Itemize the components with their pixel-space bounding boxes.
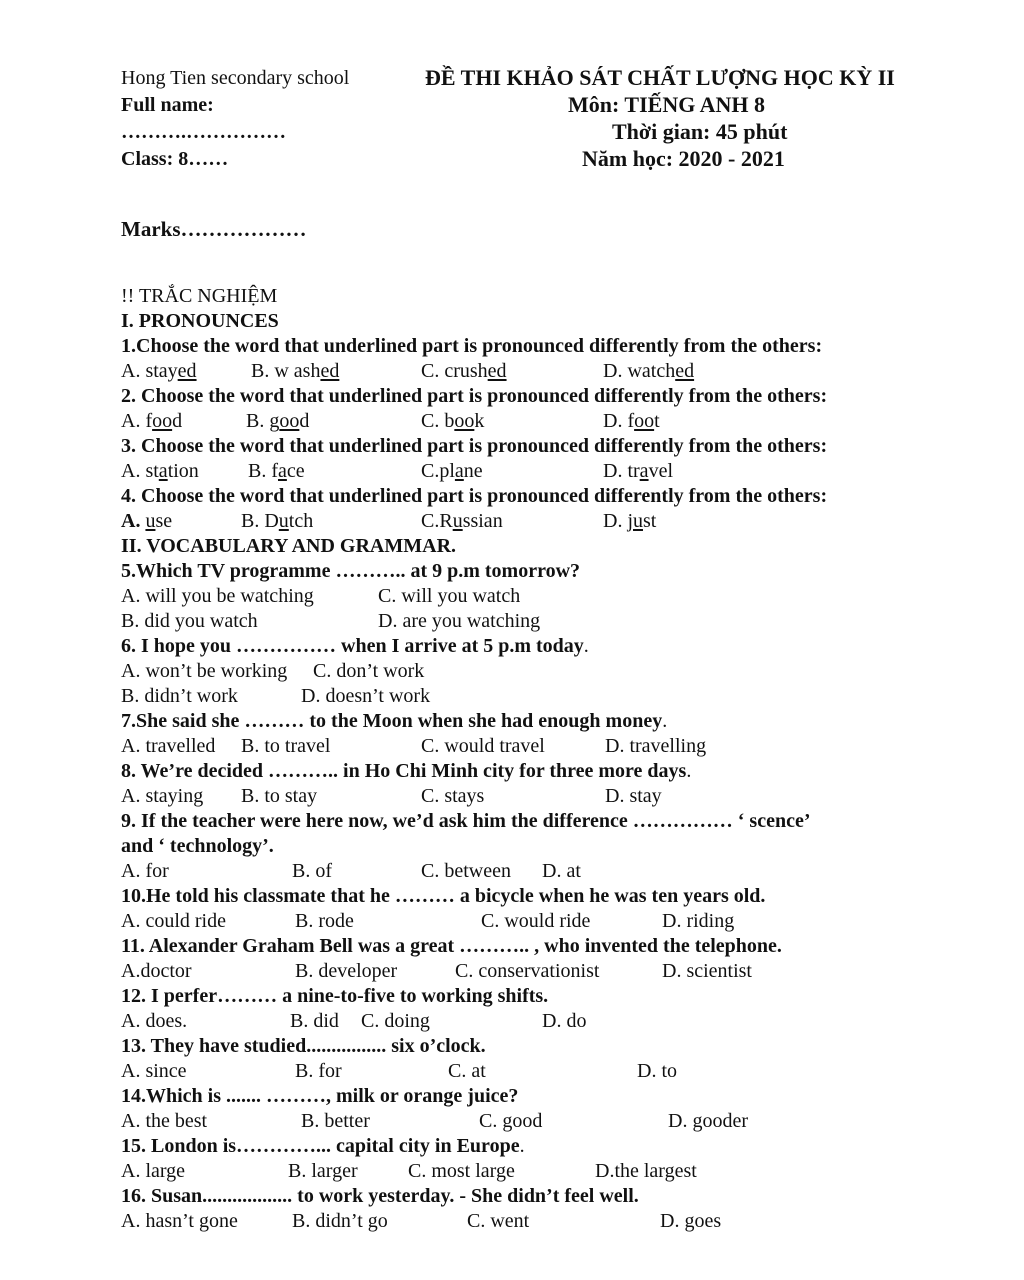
option-1c: C. crushed	[421, 360, 507, 382]
option-4a: A. use	[121, 510, 173, 532]
option-4d: D. just	[603, 510, 657, 532]
option-13b: B. for	[295, 1060, 342, 1082]
question-10: 10.He told his classmate that he ……… a bicycle when he was ten years old.	[121, 885, 766, 907]
question-5: 5.Which TV programme ……….. at 9 p.m tomorrow?	[121, 560, 581, 582]
option-11d: D. scientist	[662, 960, 752, 982]
school-name: Hong Tien secondary school	[121, 67, 350, 89]
option-9a: A. for	[121, 860, 169, 882]
option-9d: D. at	[542, 860, 581, 882]
option-11c: C. conservationist	[455, 960, 600, 982]
option-12c: C. doing	[361, 1010, 430, 1032]
option-6b: B. didn’t work	[121, 685, 238, 707]
option-16a: A. hasn’t gone	[121, 1210, 238, 1232]
option-10c: C. would ride	[481, 910, 591, 932]
option-13c: C. at	[448, 1060, 486, 1082]
option-9b: B. of	[292, 860, 332, 882]
option-10b: B. rode	[295, 910, 354, 932]
section2-title: II. VOCABULARY AND GRAMMAR.	[121, 535, 457, 557]
subject: Môn: TIẾNG ANH 8	[568, 92, 766, 117]
option-15d: D.the largest	[595, 1160, 697, 1182]
option-14d: D. gooder	[668, 1110, 748, 1132]
option-7c: C. would travel	[421, 735, 545, 757]
option-16d: D. goes	[660, 1210, 722, 1232]
option-14b: B. better	[301, 1110, 370, 1132]
option-6d: D. doesn’t work	[301, 685, 431, 707]
question-2: 2. Choose the word that underlined part is pronounced differently from the others:	[121, 385, 828, 407]
option-12a: A. does.	[121, 1010, 188, 1032]
question-11: 11. Alexander Graham Bell was a great ……….. , who invented the telephone.	[121, 935, 782, 957]
option-13a: A. since	[121, 1060, 187, 1082]
question-12: 12. I perfer……… a nine-to-five to working shifts.	[121, 985, 549, 1007]
option-8b: B. to stay	[241, 785, 318, 807]
option-12b: B. did	[290, 1010, 339, 1032]
option-8a: A. staying	[121, 785, 204, 807]
option-7b: B. to travel	[241, 735, 331, 757]
option-10a: A. could ride	[121, 910, 226, 932]
option-11a: A.doctor	[121, 960, 192, 982]
question-13: 13. They have studied................ six o’clock.	[121, 1035, 486, 1057]
option-15b: B. larger	[288, 1160, 358, 1182]
school-year: Năm học: 2020 - 2021	[582, 146, 785, 171]
option-14a: A. the best	[121, 1110, 208, 1132]
option-12d: D. do	[542, 1010, 587, 1032]
option-6a: A. won’t be working	[121, 660, 288, 682]
option-3b: B. face	[248, 460, 305, 482]
option-13d: D. to	[637, 1060, 677, 1082]
option-1b: B. w ashed	[251, 360, 340, 382]
option-3c: C.plane	[421, 460, 483, 482]
full-name-label: Full name:	[121, 94, 214, 116]
option-3d: D. travel	[603, 460, 673, 482]
option-2b: B. good	[246, 410, 310, 432]
question-4: 4. Choose the word that underlined part is pronounced differently from the others:	[121, 485, 828, 507]
exam-title: ĐỀ THI KHẢO SÁT CHẤT LƯỢNG HỌC KỲ II	[425, 65, 895, 90]
option-4b: B. Dutch	[241, 510, 314, 532]
exam-time: Thời gian: 45 phút	[612, 119, 788, 144]
question-6: 6. I hope you …………… when I arrive at 5 p.m today.	[121, 635, 589, 657]
option-2d: D. foot	[603, 410, 660, 432]
option-7d: D. travelling	[605, 735, 707, 757]
question-15: 15. London is…………... capital city in Europe.	[121, 1135, 525, 1157]
part-label: !! TRẮC NGHIỆM	[121, 285, 278, 307]
question-3: 3. Choose the word that underlined part is pronounced differently from the others:	[121, 435, 828, 457]
option-2a: A. food	[121, 410, 183, 432]
option-1d: D. watched	[603, 360, 695, 382]
marks-label: Marks………………	[121, 217, 307, 241]
option-11b: B. developer	[295, 960, 398, 982]
option-5a: A. will you be watching	[121, 585, 314, 607]
question-16: 16. Susan.................. to work yesterday. - She didn’t feel well.	[121, 1185, 639, 1207]
option-9c: C. between	[421, 860, 511, 882]
option-16c: C. went	[467, 1210, 530, 1232]
question-14: 14.Which is ....... ………, milk or orange juice?	[121, 1085, 519, 1107]
section1-title: I. PRONOUNCES	[121, 310, 279, 332]
option-16b: B. didn’t go	[292, 1210, 388, 1232]
option-5b: B. did you watch	[121, 610, 258, 632]
option-15c: C. most large	[408, 1160, 515, 1182]
option-3a: A. station	[121, 460, 199, 482]
option-5c: C. will you watch	[378, 585, 521, 607]
question-9: 9. If the teacher were here now, we’d ask him the difference …………… ‘ scence’	[121, 810, 811, 832]
question-1: 1.Choose the word that underlined part is pronounced differently from the others:	[121, 335, 823, 357]
question-7: 7.She said she ……… to the Moon when she had enough money.	[121, 710, 668, 732]
class-label: Class: 8……	[121, 148, 229, 170]
option-8d: D. stay	[605, 785, 662, 807]
option-14c: C. good	[479, 1110, 543, 1132]
option-7a: A. travelled	[121, 735, 216, 757]
option-2c: C. book	[421, 410, 485, 432]
option-8c: C. stays	[421, 785, 485, 807]
option-15a: A. large	[121, 1160, 186, 1182]
option-10d: D. riding	[662, 910, 735, 932]
name-dots: ……….……………	[121, 121, 286, 143]
question-9-cont: and ‘ technology’.	[121, 835, 274, 857]
question-8: 8. We’re decided ……….. in Ho Chi Minh city for three more days.	[121, 760, 692, 782]
option-6c: C. don’t work	[313, 660, 425, 682]
option-5d: D. are you watching	[378, 610, 541, 632]
option-4c: C.Russian	[421, 510, 503, 532]
option-1a: A. stayed	[121, 360, 197, 382]
